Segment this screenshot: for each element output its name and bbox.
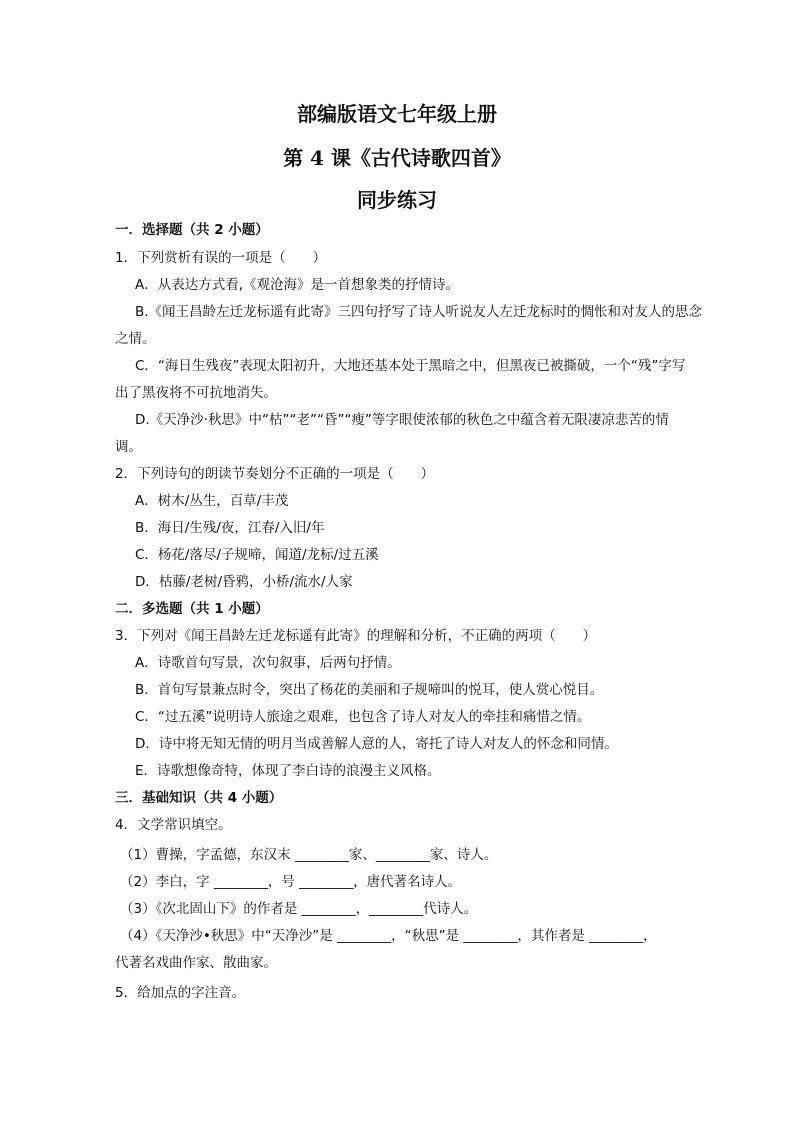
question-2-option-a: A．树木/丛生，百草/丰茂: [135, 493, 289, 509]
question-1-option-c: C．“海日生残夜”表现太阳初升，大地还基本处于黑暗之中，但黑夜已被撕破，一个“残”字写: [135, 358, 686, 374]
question-4-item-4: （4）《天净沙•秋思》中“天净沙”是 ________，“秋思”是 ________，其作者是 ________，: [120, 928, 657, 944]
question-5-stem: 5．给加点的字注音。: [115, 985, 246, 1001]
question-3-option-d: D．诗中将无知无情的明月当成善解人意的人，寄托了诗人对友人的怀念和同情。: [135, 736, 618, 752]
question-4-stem: 4．文学常识填空。: [115, 817, 232, 833]
question-2-option-b: B．海日/生残/夜，江春/入旧/年: [135, 520, 325, 536]
section-heading-choice: 一．选择题（共 2 小题）: [115, 222, 269, 238]
question-4-item-2: （2）李白，字 ________，号 ________，唐代著名诗人。: [120, 874, 462, 890]
question-2-option-d: D．枯藤/老树/昏鸦，小桥/流水/人家: [135, 574, 353, 590]
exercise-title: 同步练习: [357, 188, 437, 212]
question-1-option-c-cont: 出了黑夜将不可抗地消失。: [115, 385, 277, 401]
question-3-option-b: B．首句写景兼点时令，突出了杨花的美丽和子规啼叫的悦耳，使人赏心悦目。: [135, 682, 604, 698]
question-1-option-d: D.《天净沙·秋思》中“枯”“老”“昏”“瘦”等字眼使浓郁的秋色之中蕴含着无限凄凉悲苦的情: [135, 412, 669, 428]
section-heading-basic: 三．基础知识（共 4 小题）: [115, 790, 283, 806]
question-3-option-a: A．诗歌首句写景，次句叙事，后两句抒情。: [135, 655, 401, 671]
question-4-item-4-cont: 代著名戏曲作家、散曲家。: [115, 955, 277, 971]
section-heading-multi: 二．多选题（共 1 小题）: [115, 601, 269, 617]
question-1-stem: 1．下列赏析有误的一项是（ ）: [115, 250, 327, 266]
question-1-option-a: A．从表达方式看,《观沧海》是一首想象类的抒情诗。: [135, 277, 460, 293]
question-3-stem: 3．下列对《闻王昌龄左迁龙标遥有此寄》的理解和分析，不正确的两项（ ）: [115, 628, 597, 644]
question-3-option-e: E．诗歌想像奇特，体现了李白诗的浪漫主义风格。: [135, 763, 441, 779]
question-2-option-c: C．杨花/落尽/子规啼，闻道/龙标/过五溪: [135, 547, 379, 563]
question-3-option-c: C．“过五溪”说明诗人旅途之艰难，也包含了诗人对友人的牵挂和痛惜之情。: [135, 709, 591, 725]
question-2-stem: 2．下列诗句的朗读节奏划分不正确的一项是（ ）: [115, 466, 435, 482]
lesson-title: 第 4 课《古代诗歌四首》: [283, 146, 511, 170]
question-1-option-d-cont: 调。: [115, 439, 142, 455]
document-title: 部编版语文七年级上册: [297, 102, 497, 126]
question-1-option-b-cont: 之情。: [115, 331, 156, 347]
question-4-item-1: （1）曹操，字孟德，东汉末 ________家、________家、诗人。: [120, 847, 498, 863]
question-4-item-3: （3）《次北固山下》的作者是 ________，________代诗人。: [120, 901, 478, 917]
question-1-option-b: B.《闻王昌龄左迁龙标遥有此寄》三四句抒写了诗人听说友人左迁龙标时的惆怅和对友人的思念: [135, 304, 703, 320]
